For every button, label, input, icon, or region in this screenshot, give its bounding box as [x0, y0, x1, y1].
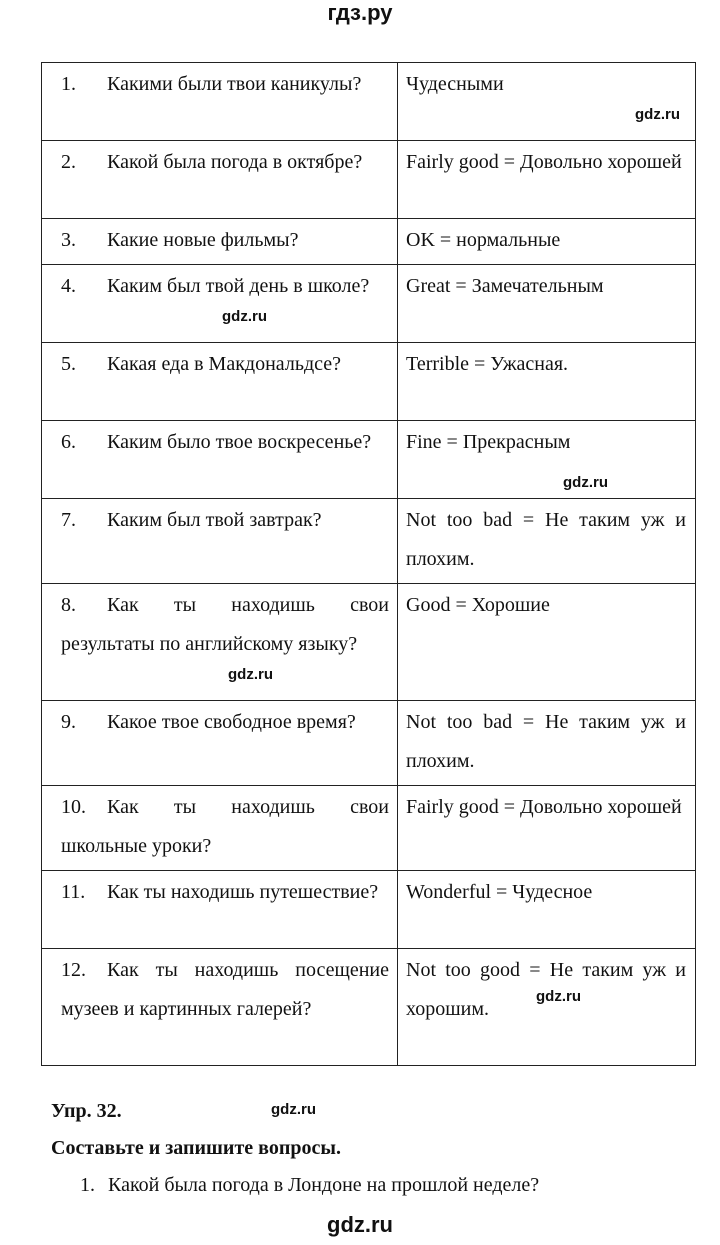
table-row [42, 63, 696, 141]
question-cell [42, 584, 398, 701]
table-row [42, 499, 696, 584]
table-row [42, 219, 696, 265]
answer-cell [398, 701, 696, 786]
answer-text: Not too bad = Не таким уж и плохим. [406, 711, 686, 772]
question-number: 12. [61, 959, 86, 981]
table-row [42, 265, 696, 343]
watermark: gdz.ru [271, 1101, 316, 1118]
question-cell [42, 343, 398, 421]
question-number: 7. [61, 509, 76, 531]
watermark: gdz.ru [222, 308, 267, 325]
question-text: Как ты находишь свои результаты по английскому языку? [61, 594, 389, 655]
table-row [42, 584, 696, 701]
watermark: gdz.ru [228, 666, 273, 683]
answer-text: Wonderful = Чудесное [406, 881, 593, 903]
table-row [42, 871, 696, 949]
answer-cell [398, 141, 696, 219]
question-text: Каким был твой день в школе? [107, 275, 370, 297]
question-text: Какое твое свободное время? [107, 711, 356, 733]
table-row [42, 701, 696, 786]
question-cell [42, 141, 398, 219]
answer-cell [398, 265, 696, 343]
question-text: Каким был твой завтрак? [107, 509, 322, 531]
question-number: 3. [61, 229, 76, 251]
question-cell [42, 265, 398, 343]
question-text: Какие новые фильмы? [107, 229, 299, 251]
question-text: Какая еда в Макдональдсе? [107, 353, 342, 375]
question-cell [42, 421, 398, 499]
question-number: 5. [61, 353, 76, 375]
question-cell [42, 63, 398, 141]
question-number: 4. [61, 275, 76, 297]
question-number: 8. [61, 594, 76, 616]
question-number: 1. [61, 73, 76, 95]
question-text: Как ты находишь посещение музеев и картинных галерей? [61, 959, 389, 1020]
answer-text: Good = Хорошие [406, 594, 550, 616]
question-cell [42, 499, 398, 584]
site-footer: gdz.ru [327, 1212, 393, 1237]
table-row [42, 949, 696, 1066]
watermark: gdz.ru [635, 106, 680, 123]
answer-text: Not too bad = Не таким уж и плохим. [406, 509, 686, 570]
watermark: gdz.ru [563, 474, 608, 491]
table-row [42, 343, 696, 421]
exercise-item [80, 1172, 539, 1198]
answer-text: Fine = Прекрасным [406, 431, 571, 453]
answer-text: Fairly good = Довольно хорошей [406, 151, 682, 173]
exercise-item-number: 1. [80, 1174, 95, 1196]
question-cell [42, 786, 398, 871]
site-header: гдз.ру [327, 0, 393, 25]
question-text: Каким было твое воскресенье? [107, 431, 372, 453]
answer-cell [398, 421, 696, 499]
question-number: 9. [61, 711, 76, 733]
question-text: Какой была погода в октябре? [107, 151, 363, 173]
answer-cell [398, 63, 696, 141]
question-number: 10. [61, 796, 86, 818]
question-text: Как ты находишь путешествие? [107, 881, 379, 903]
table-row [42, 421, 696, 499]
answer-cell [398, 949, 696, 1066]
answer-text: Fairly good = Довольно хорошей [406, 796, 682, 818]
question-number: 2. [61, 151, 76, 173]
answer-cell [398, 219, 696, 265]
question-text: Какими были твои каникулы? [107, 73, 362, 95]
answers-table [41, 62, 696, 1066]
question-text: Как ты находишь свои школьные уроки? [61, 796, 389, 857]
exercise-task: Составьте и запишите вопросы. [51, 1137, 341, 1159]
question-cell [42, 219, 398, 265]
table-row [42, 141, 696, 219]
question-cell [42, 949, 398, 1066]
answer-text: Чудесными [406, 73, 504, 95]
answer-text: Terrible = Ужасная. [406, 353, 569, 375]
exercise-title [51, 1098, 122, 1124]
question-number: 6. [61, 431, 76, 453]
answer-text: Great = Замечательным [406, 275, 604, 297]
table-row [42, 786, 696, 871]
question-cell [42, 871, 398, 949]
answer-cell [398, 786, 696, 871]
answer-text: OK = нормальные [406, 229, 561, 251]
answer-text: Not too good = Не таким уж и хорошим. [406, 959, 686, 1020]
question-cell [42, 701, 398, 786]
watermark: gdz.ru [536, 988, 581, 1005]
answer-cell [398, 871, 696, 949]
answer-cell [398, 584, 696, 701]
exercise-title-text: Упр. 32. [51, 1100, 122, 1122]
answer-cell [398, 343, 696, 421]
answer-cell [398, 499, 696, 584]
question-number: 11. [61, 881, 86, 903]
exercise-item-text: Какой была погода в Лондоне на прошлой неделе? [108, 1174, 540, 1196]
